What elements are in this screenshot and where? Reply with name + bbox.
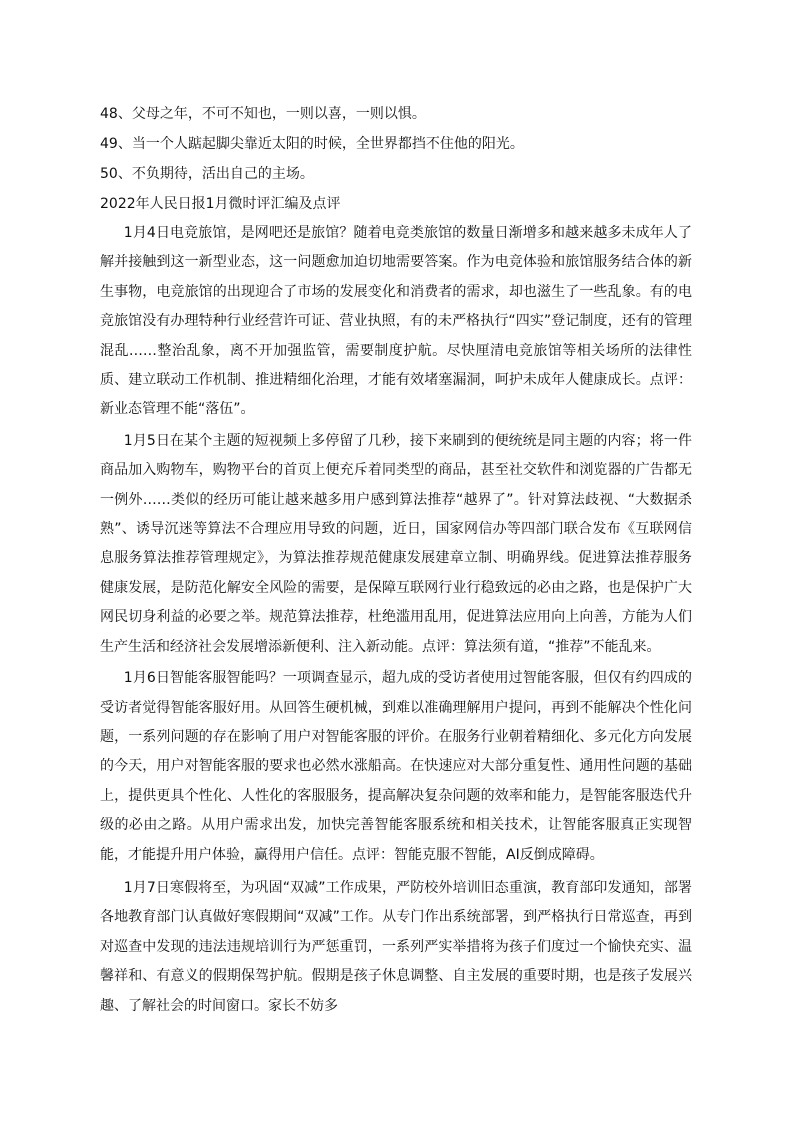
section-heading: 2022年人民日报1月微时评汇编及点评 xyxy=(100,196,341,212)
quote-line-50: 50、不负期待，活出自己的主场。 xyxy=(100,166,314,182)
paragraph-jan-6: 1月6日智能客服智能吗？一项调查显示，超九成的受访者使用过智能客服，但仅有约四成的受访者觉得智能客服好用。从回答生硬机械，到难以准确理解用户提问，再到不能解决个性化问题，一系列问题的存在影响了用户对智能客服的评价。在服务行业朝着精细化、多元化方向发展的今天，用户对智能客服的要求也必然水涨船高。在快速应对大部分重复性、通用性问题的基础上，提供更具个性化、人性化的客服服务，提高解决复杂问题的效率和能力，是智能客服迭代升级的必由之路。从用户需求出发，加快完善智能客服系统和相关技术，让智能客服真正实现智能，才能提升用户体验，赢得用户信任。点评：智能克服不智能，AI反倒成障碍。 xyxy=(100,670,692,863)
paragraph-jan-7: 1月7日寒假将至，为巩固“双减”工作成果，严防校外培训旧态重演，教育部印发通知，部署各地教育部门认真做好寒假期间“双减”工作。从专门作出系统部署，到严格执行日常巡查，再到对巡查中发现的违法违规培训行为严惩重罚，一系列严实举措将为孩子们度过一个愉快充实、温馨祥和、有意义的假期保驾护航。假期是孩子休息调整、自主发展的重要时期，也是孩子发展兴趣、了解社会的时间窗口。家长不妨多 xyxy=(100,879,692,1014)
quote-line-49: 49、当一个人踮起脚尖靠近太阳的时候，全世界都挡不住他的阳光。 xyxy=(100,136,524,152)
paragraph-jan-5: 1月5日在某个主题的短视频上多停留了几秒，接下来刷到的便统统是同主题的内容；将一件商品加入购物车，购物平台的首页上便充斥着同类型的商品，甚至社交软件和浏览器的广告都无一例外……类似的经历可能让越来越多用户感到算法推荐“越界了”。针对算法歧视、“大数据杀熟”、诱导沉迷等算法不合理应用导致的问题，近日，国家网信办等四部门联合发布《互联网信息服务算法推荐管理规定》，为算法推荐规范健康发展建章立制、明确界线。促进算法推荐服务健康发展，是防范化解安全风险的需要，是保障互联网行业行稳致远的必由之路，也是保护广大网民切身利益的必要之举。规范算法推荐，杜绝滥用乱用，促进算法应用向上向善，方能为人们生产生活和经济社会发展增添新便利、注入新动能。点评：算法须有道，“推荐”不能乱来。 xyxy=(100,432,692,655)
paragraph-jan-4: 1月4日电竞旅馆，是网吧还是旅馆？随着电竞类旅馆的数量日渐增多和越来越多未成年人了解并接触到这一新型业态，这一问题愈加迫切地需要答案。作为电竞体验和旅馆服务结合体的新生事物，电竞旅馆的出现迎合了市场的发展变化和消费者的需求，却也滋生了一些乱象。有的电竞旅馆没有办理特种行业经营许可证、营业执照，有的未严格执行“四实”登记制度，还有的管理混乱……整治乱象，离不开加强监管，需要制度护航。尽快厘清电竞旅馆等相关场所的法律性质、建立联动工作机制、推进精细化治理，才能有效堵塞漏洞，呵护未成年人健康成长。点评：新业态管理不能“落伍”。 xyxy=(100,225,692,418)
document-body xyxy=(100,99,692,1023)
quote-line-48: 48、父母之年，不可不知也，一则以喜，一则以惧。 xyxy=(100,106,426,122)
